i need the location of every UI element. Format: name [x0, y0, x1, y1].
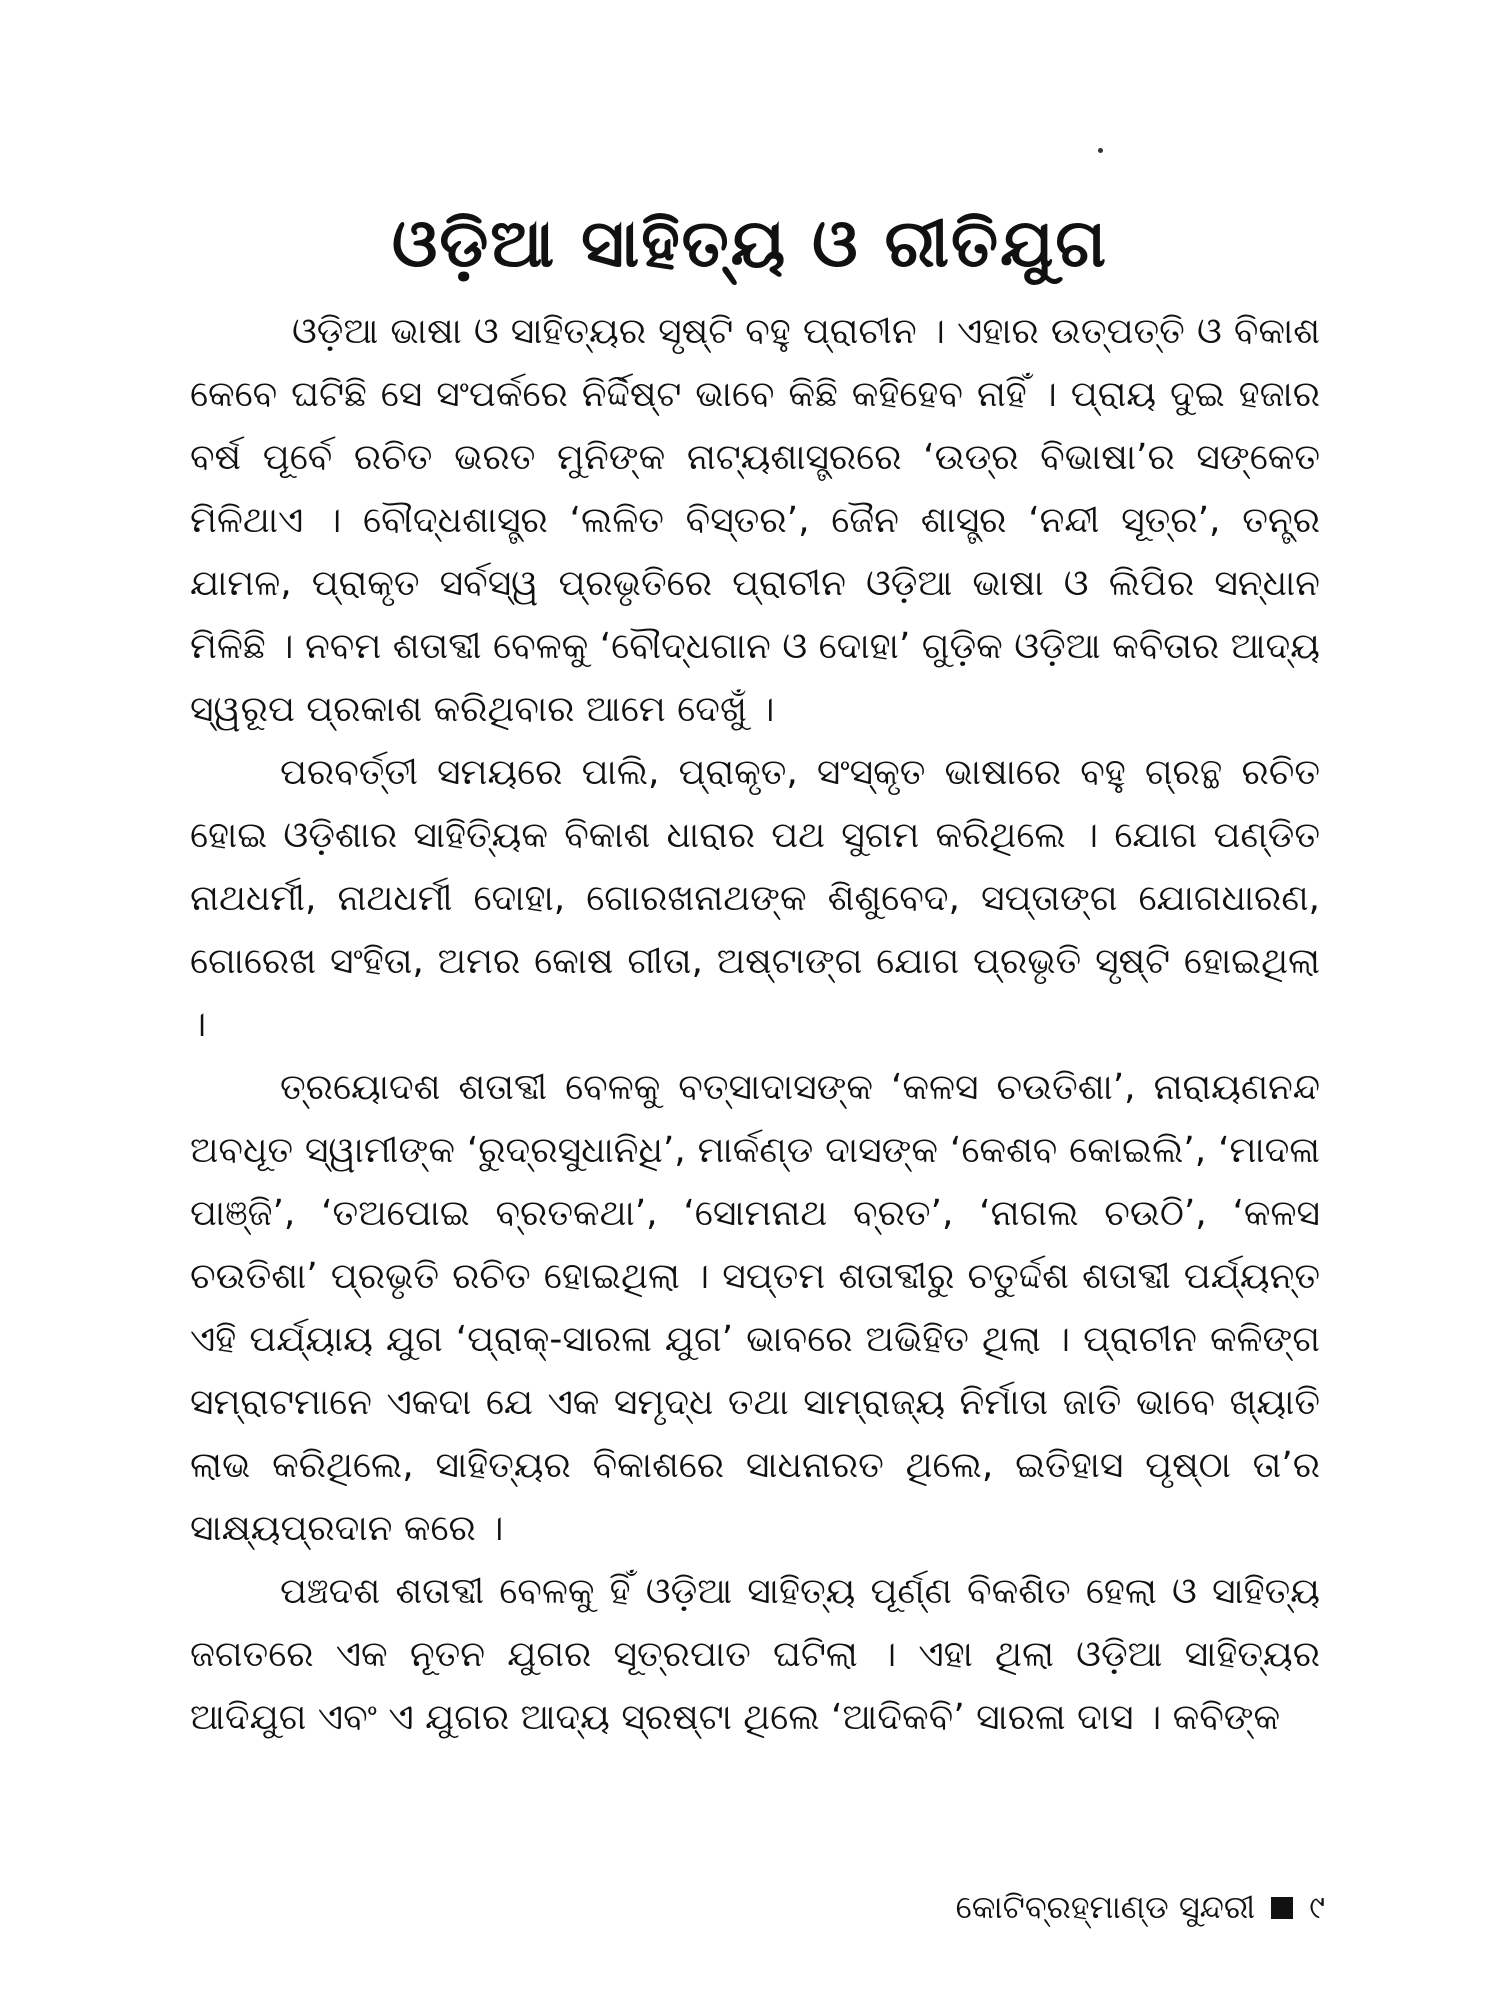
paragraph-2: ପରବର୍ତ୍ତୀ ସମୟରେ ପାଲି, ପ୍ରାକୃତ, ସଂସ୍କୃତ ଭାଷାରେ ବହୁ ଗ୍ରନ୍ଥ ରଚିତ ହୋଇ ଓଡ଼ିଶାର ସାହିତ୍ୟିକ ବିକାଶ ଧାରାର ପଥ ସୁଗମ କରିଥିଲେ । ଯୋଗ ପଣ୍ଡିତ ନାଥଧର୍ମୀ, ନାଥଧର୍ମୀ ଦୋହା, ଗୋରଖନାଥଙ୍କ ଶିଶୁବେଦ, ସପ୍ତାଙ୍ଗ ଯୋଗଧାରଣ, ଗୋରେଖ ସଂହିତା, ଅମର କୋଷ ଗୀତା, ଅଷ୍ଟାଙ୍ଗ ଯୋଗ ପ୍ରଭୃତି ସୃଷ୍ଟି ହୋଇଥିଲା ।: [190, 752, 1320, 1045]
body-text: [190, 300, 1320, 1749]
paragraph-4: ପଞ୍ଚଦଶ ଶତାବ୍ଦୀ ବେଳକୁ ହିଁ ଓଡ଼ିଆ ସାହିତ୍ୟ ପୂର୍ଣ୍ଣ ବିକଶିତ ହେଲା ଓ ସାହିତ୍ୟ ଜଗତରେ ଏକ ନୂତନ ଯୁଗର ସୂତ୍ରପାତ ଘଟିଲା । ଏହା ଥିଲା ଓଡ଼ିଆ ସାହିତ୍ୟର ଆଦିଯୁଗ ଏବଂ ଏ ଯୁଗର ଆଦ୍ୟ ସ୍ରଷ୍ଟା ଥିଲେ ‘ଆଦିକବି’ ସାରଳା ଦାସ । କବିଙ୍କ: [190, 1571, 1320, 1738]
page-number: ୯: [1309, 1888, 1325, 1926]
paragraph-3: ତ୍ରୟୋଦଶ ଶତାବ୍ଦୀ ବେଳକୁ ବତ୍ସାଦାସଙ୍କ ‘କଳସ ଚଉତିଶା’, ନାରାୟଣନନ୍ଦ ଅବଧୂତ ସ୍ୱାମୀଙ୍କ ‘ରୁଦ୍ରସୁଧାନିଧି’, ମାର୍କଣ୍ଡ ଦାସଙ୍କ ‘କେଶବ କୋଇଲି’, ‘ମାଦଳା ପାଞ୍ଜି’, ‘ତଅପୋଇ ବ୍ରତକଥା’, ‘ସୋମନାଥ ବ୍ରତ’, ‘ନାଗଲ ଚଉଠି’, ‘କଳସ ଚଉତିଶା’ ପ୍ରଭୃତି ରଚିତ ହୋଇଥିଲା । ସପ୍ତମ ଶତାବ୍ଦୀରୁ ଚତୁର୍ଦ୍ଦଶ ଶତାବ୍ଦୀ ପର୍ଯ୍ୟନ୍ତ ଏହି ପର୍ଯ୍ୟାୟ ଯୁଗ ‘ପ୍ରାକ୍-ସାରଳା ଯୁଗ’ ଭାବରେ ଅଭିହିତ ଥିଲା । ପ୍ରାଚୀନ କଳିଙ୍ଗ ସମ୍ରାଟମାନେ ଏକଦା ଯେ ଏକ ସମୃଦ୍ଧ ତଥା ସାମ୍ରାଜ୍ୟ ନିର୍ମାତା ଜାତି ଭାବେ ଖ୍ୟାତି ଲାଭ କରିଥିଲେ, ସାହିତ୍ୟର ବିକାଶରେ ସାଧନାରତ ଥିଲେ, ଇତିହାସ ପୃଷ୍ଠା ତା’ର ସାକ୍ଷ୍ୟପ୍ରଦାନ କରେ ।: [190, 1067, 1320, 1549]
page-title: ଓଡ଼ିଆ ସାହିତ୍ୟ ଓ ରୀତିଯୁଗ: [391, 205, 1109, 283]
page-footer: [956, 1888, 1325, 1927]
square-bullet-icon: [1271, 1897, 1293, 1919]
footer-book-title: କୋଟିବ୍ରହ୍ମାଣ୍ଡ ସୁନ୍ଦରୀ: [955, 1888, 1256, 1926]
paragraph-1: ଓଡ଼ିଆ ଭାଷା ଓ ସାହିତ୍ୟର ସୃଷ୍ଟି ବହୁ ପ୍ରାଚୀନ । ଏହାର ଉତ୍ପତ୍ତି ଓ ବିକାଶ କେବେ ଘଟିଛି ସେ ସଂପର୍କରେ ନିର୍ଦ୍ଦିଷ୍ଟ ଭାବେ କିଛି କହିହେବ ନାହିଁ । ପ୍ରାୟ ଦୁଇ ହଜାର ବର୍ଷ ପୂର୍ବେ ରଚିତ ଭରତ ମୁନିଙ୍କ ନାଟ୍ୟଶାସ୍ତ୍ରରେ ‘ଉଡ୍ର ବିଭାଷା’ର ସଙ୍କେତ ମିଳିଥାଏ । ବୌଦ୍ଧଶାସ୍ତ୍ର ‘ଲଳିତ ବିସ୍ତର’, ଜୈନ ଶାସ୍ତ୍ର ‘ନନ୍ଦୀ ସୂତ୍ର’, ତନ୍ତ୍ର ଯାମଳ, ପ୍ରାକୃତ ସର୍ବସ୍ୱ ପ୍ରଭୃତିରେ ପ୍ରାଚୀନ ଓଡ଼ିଆ ଭାଷା ଓ ଲିପିର ସନ୍ଧାନ ମିଳିଛି । ନବମ ଶତାବ୍ଦୀ ବେଳକୁ ‘ବୌଦ୍ଧଗାନ ଓ ଦୋହା’ ଗୁଡ଼ିକ ଓଡ଼ିଆ କବିତାର ଆଦ୍ୟ ସ୍ୱରୂପ ପ୍ରକାଶ କରିଥିବାର ଆମେ ଦେଖୁଁ ।: [190, 311, 1320, 730]
print-speck: [1098, 148, 1103, 153]
